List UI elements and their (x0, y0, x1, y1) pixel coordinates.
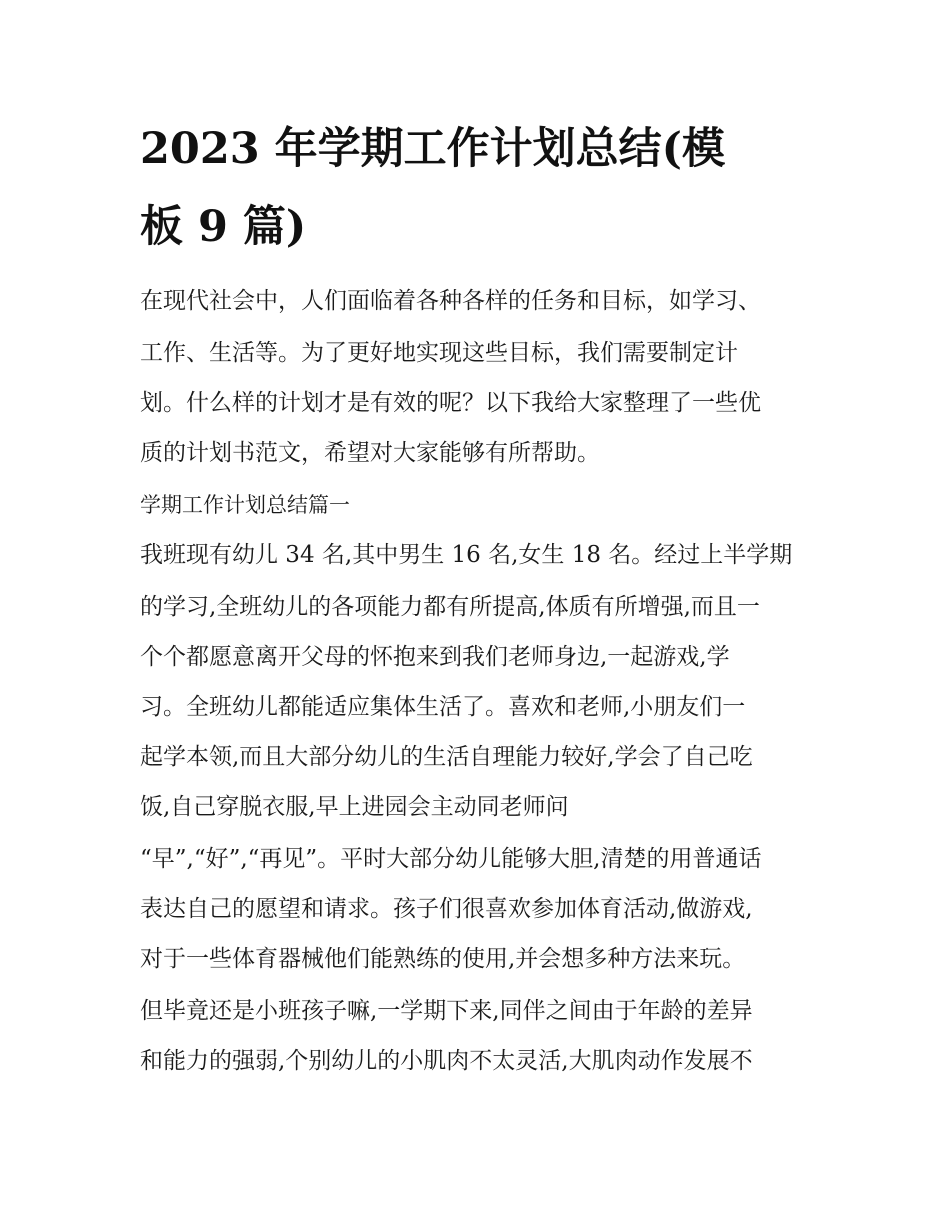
document-title-line-1: 2023 年学期工作计划总结(模 (140, 124, 725, 174)
intro-line-3: 划。什么样的计划才是有效的呢？以下我给大家整理了一些优 (140, 390, 761, 416)
body-line-8: 表达自己的愿望和请求。孩子们很喜欢参加体育活动,做游戏, (140, 896, 753, 922)
body-line-4: 习。全班幼儿都能适应集体生活了。喜欢和老师,小朋友们一 (140, 694, 746, 720)
intro-line-1: 在现代社会中，人们面临着各种各样的任务和目标，如学习、 (140, 288, 761, 314)
body-line-11: 和能力的强弱,个别幼儿的小肌肉不太灵活,大肌肉动作发展不 (140, 1048, 753, 1074)
body-line-1: 我班现有幼儿 34 名,其中男生 16 名,女生 18 名。经过上半学期 (140, 542, 793, 568)
section-heading: 学期工作计划总结篇一 (140, 493, 350, 517)
body-line-6: 饭,自己穿脱衣服,早上进园会主动同老师问 (140, 794, 569, 820)
body-line-9: 对于一些体育器械他们能熟练的使用,并会想多种方法来玩。 (140, 946, 746, 972)
body-line-7: “早”,“好”,“再见”。平时大部分幼儿能够大胆,清楚的用普通话 (140, 846, 762, 872)
body-line-10: 但毕竟还是小班孩子嘛,一学期下来,同伴之间由于年龄的差异 (140, 998, 753, 1024)
body-line-3: 个个都愿意离开父母的怀抱来到我们老师身边,一起游戏,学 (140, 644, 730, 670)
document-title-line-2: 板 9 篇) (140, 202, 307, 252)
body-line-2: 的学习,全班幼儿的各项能力都有所提高,体质有所增强,而且一 (140, 594, 760, 620)
intro-line-2: 工作、生活等。为了更好地实现这些目标，我们需要制定计 (140, 340, 738, 366)
intro-line-4: 质的计划书范文，希望对大家能够有所帮助。 (140, 440, 600, 466)
body-line-5: 起学本领,而且大部分幼儿的生活自理能力较好,学会了自己吃 (140, 744, 753, 770)
